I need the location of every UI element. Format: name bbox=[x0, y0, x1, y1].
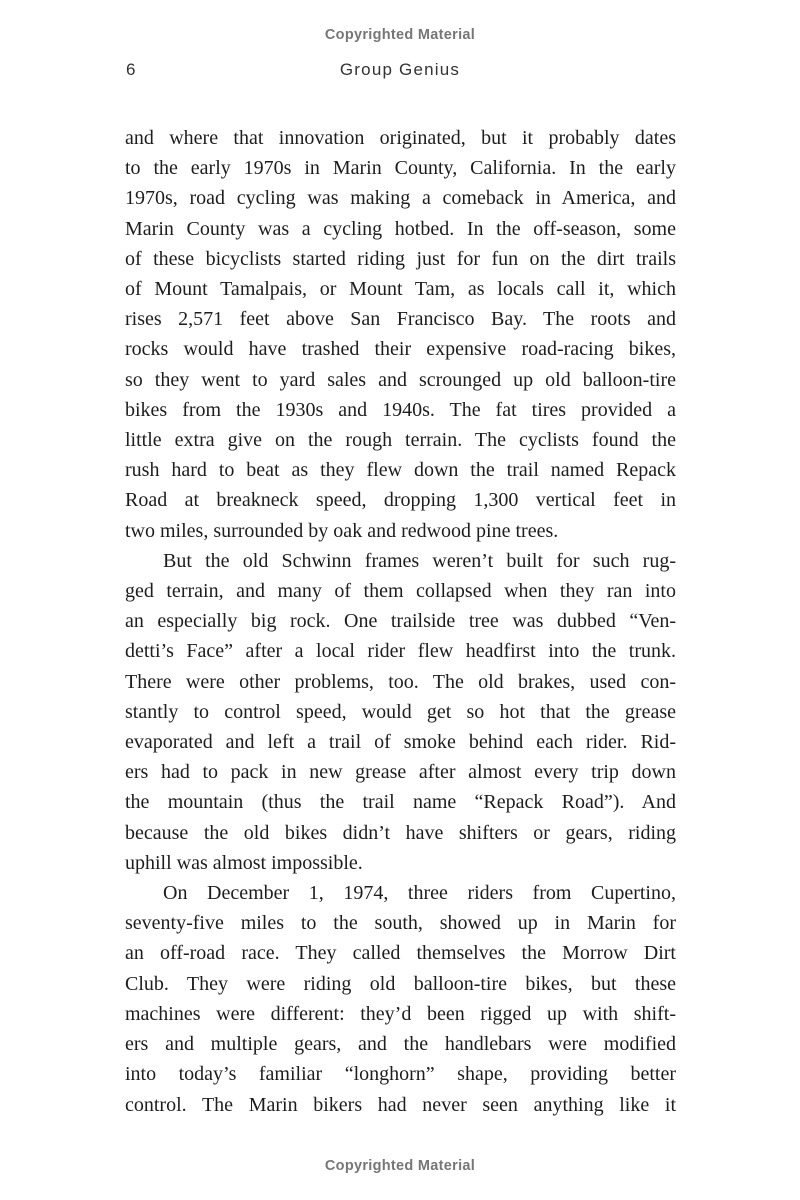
copyright-notice-bottom: Copyrighted Material bbox=[324, 1158, 476, 1174]
text-line: On December 1, 1974, three riders from Cupertino, bbox=[163, 882, 676, 905]
text-line: rises 2,571 feet above San Francisco Bay. The roots and bbox=[125, 308, 676, 331]
text-line: little extra give on the rough terrain. The cyclists found the bbox=[125, 429, 676, 452]
text-line: an especially big rock. One trailside tree was dubbed “Ven- bbox=[125, 610, 676, 633]
text-line: ers and multiple gears, and the handlebars were modified bbox=[125, 1033, 676, 1056]
text-line: Road at breakneck speed, dropping 1,300 vertical feet in bbox=[125, 489, 676, 512]
text-line: of these bicyclists started riding just for fun on the dirt trails bbox=[125, 247, 676, 270]
text-line: an off-road race. They called themselves the Morrow Dirt bbox=[125, 942, 676, 965]
copyright-notice-top: Copyrighted Material bbox=[324, 27, 476, 43]
text-line: and where that innovation originated, but it probably dates bbox=[125, 127, 676, 149]
text-line: machines were different: they’d been rigged up with shift- bbox=[125, 1002, 676, 1025]
text-line: evaporated and left a trail of smoke behind each rider. Rid- bbox=[125, 731, 676, 754]
text-line: rush hard to beat as they flew down the trail named Repack bbox=[125, 459, 676, 482]
text-line: uphill was almost impossible. bbox=[125, 851, 363, 874]
text-line: 1970s, road cycling was making a comeback in America, and bbox=[125, 187, 676, 210]
text-line: of Mount Tamalpais, or Mount Tam, as locals call it, which bbox=[125, 278, 676, 301]
text-line: rocks would have trashed their expensive road-racing bikes, bbox=[125, 338, 676, 361]
running-head-row bbox=[0, 60, 800, 82]
text-line: Marin County was a cycling hotbed. In the off-season, some bbox=[125, 217, 676, 240]
text-line: to the early 1970s in Marin County, California. In the early bbox=[125, 157, 676, 180]
page-number: 6 bbox=[126, 60, 136, 79]
text-line: into today’s familiar “longhorn” shape, providing better bbox=[125, 1063, 676, 1086]
text-line: ers had to pack in new grease after almost every trip down bbox=[125, 761, 676, 784]
text-line: because the old bikes didn’t have shifters or gears, riding bbox=[125, 821, 676, 844]
text-line: stantly to control speed, would get so hot that the grease bbox=[125, 700, 676, 723]
body-text bbox=[125, 123, 676, 1120]
text-line: ged terrain, and many of them collapsed when they ran into bbox=[125, 580, 676, 603]
text-line: There were other problems, too. The old brakes, used con- bbox=[125, 670, 676, 693]
text-line: seventy-five miles to the south, showed up in Marin for bbox=[125, 912, 676, 935]
text-line: detti’s Face” after a local rider flew headfirst into the trunk. bbox=[125, 640, 676, 663]
text-line: the mountain (thus the trail name “Repack Road”). And bbox=[125, 791, 676, 814]
text-line: But the old Schwinn frames weren’t built for such rug- bbox=[163, 549, 676, 572]
text-line: two miles, surrounded by oak and redwood pine trees. bbox=[125, 519, 559, 542]
text-line: Club. They were riding old balloon-tire bikes, but these bbox=[125, 972, 676, 995]
running-head-title: Group Genius bbox=[339, 60, 461, 79]
text-line: bikes from the 1930s and 1940s. The fat tires provided a bbox=[125, 398, 676, 421]
text-line: control. The Marin bikers had never seen anything like it bbox=[125, 1093, 676, 1116]
text-line: so they went to yard sales and scrounged up old balloon-tire bbox=[125, 368, 676, 391]
